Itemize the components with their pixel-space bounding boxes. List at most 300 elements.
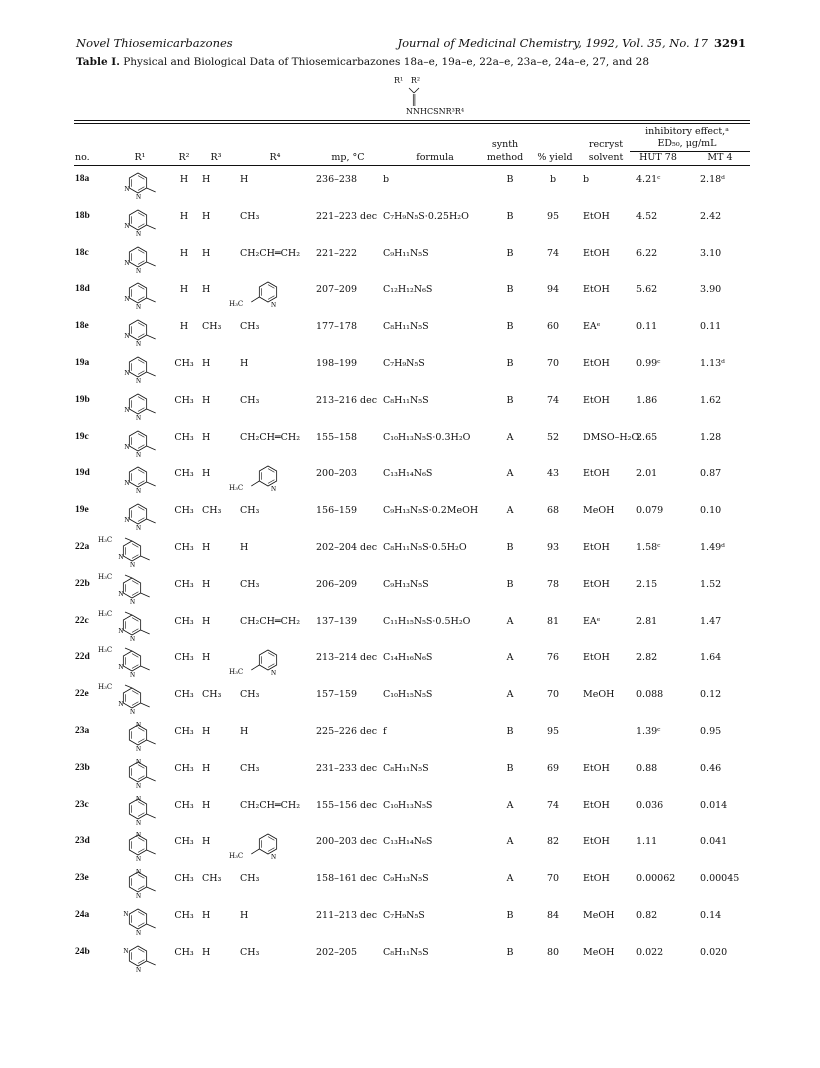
cell-no: 22c [75,615,89,626]
cell-yield: 80 [546,946,560,958]
cell-solvent: MeOH [583,689,615,701]
ring-atom-label: N [136,303,142,312]
cell-hut: 6.22 [636,247,658,259]
header-no: no. [75,152,90,163]
cell-r2: CH₃ [174,652,194,664]
cell-hut: 2.65 [636,431,658,443]
cell-method: B [506,394,514,406]
pyridazine-ring-icon [118,389,170,423]
cell-r2: CH₃ [174,358,194,369]
cell-mt: 0.020 [700,946,728,958]
cell-r4: CH₃ [240,946,260,958]
cell-r3: H [202,836,211,848]
cell-r2: CH₃ [174,468,194,480]
cell-method: B [506,910,514,921]
cell-mp: 155–156 dec [316,799,378,811]
cell-formula: C₉H₁₃N₅S·0.2MeOH [383,505,479,517]
cell-solvent: EtOH [583,873,610,885]
cell-method: A [506,615,514,627]
ring-methyl-label: H₃C [98,536,113,544]
pyrazine-ring-icon [118,757,170,791]
cell-method: B [506,542,514,553]
pyridyl-methyl-label: H₃C [229,484,244,493]
cell-mp: 221–223 dec [316,210,378,222]
ring-atom-label: N [124,369,130,377]
cell-formula: C₁₄H₁₆N₆S [383,652,433,664]
cell-yield: 84 [546,910,560,921]
cell-formula: C₈H₁₁N₅S [383,762,429,774]
header-inhib-1: inhibitory effect,ᵃ [645,126,729,137]
cell-mp: 206–209 [316,578,358,590]
cell-hut: 0.088 [636,689,664,701]
cell-method: B [506,247,514,259]
cell-solvent: EtOH [583,394,610,406]
cell-r3: H [202,174,211,185]
table-header-rule [74,165,750,166]
pyridyl-methyl-label: H₃C [229,668,244,677]
pyrimidine-ring-icon [118,941,170,975]
header-r3: R³ [210,152,222,163]
methylpyridazine-ring-icon [112,573,164,607]
cell-r3: H [202,946,211,958]
ring-atom-label: N [136,229,142,238]
cell-no: 22a [75,542,90,552]
cell-mp: 200–203 dec [316,836,378,848]
ring-atom-label: N [271,853,277,862]
cell-yield: 74 [546,247,560,259]
cell-formula: C₈H₁₁N₅S [383,394,429,406]
pyridazine-ring-icon [118,205,170,239]
pyrazine-ring-icon [118,794,170,828]
pyridazine-ring-icon [118,352,170,386]
cell-yield: 81 [546,615,560,627]
cell-solvent: MeOH [583,505,615,517]
general-structure [388,76,508,118]
ring-atom-label: N [124,516,130,525]
cell-solvent: EtOH [583,468,610,480]
cell-method: A [506,799,514,811]
cell-yield: 52 [546,431,560,443]
cell-formula: C₁₂H₁₂N₆S [383,284,433,296]
methylpyridazine-ring-icon [112,610,164,644]
ring-atom-label: N [136,855,142,864]
cell-r3: H [202,394,211,406]
cell-mp: 225–226 dec [316,726,378,737]
cell-mp: 221–222 [316,247,358,259]
cell-r4: CH₃ [240,762,260,774]
cell-r3: H [202,358,211,369]
cell-yield: 74 [546,799,560,811]
cell-solvent: EAᵉ [583,321,601,333]
cell-method: B [506,174,514,185]
cell-hut: 4.52 [636,210,658,222]
cell-mt: 3.90 [700,284,722,296]
cell-mt: 0.46 [700,762,722,774]
cell-mt: 1.64 [700,652,722,664]
ring-atom-label: N [136,266,142,275]
ring-atom-label: N [136,831,142,840]
cell-solvent: EtOH [583,652,610,664]
cell-r4: H [240,358,249,369]
table-caption [76,56,756,68]
ring-atom-label: N [271,485,277,494]
cell-no: 18b [75,210,90,221]
ring-methyl-label: H₃C [98,646,113,655]
cell-method: B [506,284,514,296]
cell-r3: CH₃ [202,505,222,517]
cell-mt: 3.10 [700,247,722,259]
cell-mt: 0.87 [700,468,722,480]
ring-atom-label: N [136,721,142,729]
cell-formula: C₈H₁₁N₅S [383,321,429,333]
cell-no: 23d [75,836,90,847]
pyridazine-ring-icon [118,462,170,496]
cell-r4: CH₃ [240,505,260,517]
header-hut: HUT 78 [639,152,677,163]
cell-r2: CH₃ [174,836,194,848]
cell-mt: 0.11 [700,321,722,333]
cell-formula: C₉H₁₁N₅S [383,247,429,259]
cell-r2: H [179,321,189,333]
ring-atom-label: N [124,405,130,414]
cell-hut: 1.11 [636,836,658,848]
cell-r2: CH₃ [174,726,194,737]
header-r2: R² [178,152,190,163]
cell-method: B [506,321,514,333]
ring-atom-label: N [124,295,130,304]
cell-no: 19d [75,468,90,479]
cell-solvent: EtOH [583,542,610,553]
pyridazine-ring-icon [118,426,170,460]
cell-r2: H [179,174,189,185]
cell-formula: C₇H₉N₅S [383,910,425,921]
cell-r2: CH₃ [174,799,194,811]
running-head-journal [397,36,746,50]
table-caption-text: Physical and Biological Data of Thiosemicarbazones 18a–e, 19a–e, 22a–e, 23a–e, 24a–e, 27, and 28 [123,56,649,68]
cell-solvent: EtOH [583,284,610,296]
cell-method: B [506,210,514,222]
cell-solvent: EtOH [583,358,610,369]
cell-mt: 2.42 [700,210,722,222]
cell-r3: H [202,910,211,921]
cell-r3: H [202,799,211,811]
cell-mt: 1.49ᵈ [700,542,725,553]
ring-atom-label: N [130,671,136,680]
cell-r3: H [202,542,211,553]
ring-atom-label: N [124,442,130,451]
cell-no: 23b [75,762,90,773]
ring-atom-label: N [136,450,142,459]
ring-atom-label: N [136,745,142,753]
ring-atom-label: N [124,221,130,230]
cell-hut: 2.82 [636,652,658,664]
header-r4: R⁴ [269,152,281,163]
header-r1: R¹ [134,152,146,163]
cell-mp: 137–139 [316,615,358,627]
cell-r2: CH₃ [174,762,194,774]
running-head-title: Novel Thiosemicarbazones [76,36,233,50]
cell-hut: 0.036 [636,799,664,811]
cell-no: 23c [75,799,89,810]
cell-r4: H [240,726,249,737]
cell-r4: H [240,174,249,185]
cell-r3: H [202,210,211,222]
cell-hut: 0.99ᶜ [636,358,661,369]
table-label: Table I. [76,56,120,68]
cell-solvent: EtOH [583,799,610,811]
ring-atom-label: N [136,965,142,974]
cell-no: 19e [75,505,89,516]
header-yield: % yield [537,152,573,163]
cell-formula: C₁₃H₁₄N₆S [383,468,433,480]
cell-yield: 68 [546,505,560,517]
cell-r3: H [202,615,211,627]
cell-hut: 0.82 [636,910,658,921]
cell-hut: 0.88 [636,762,658,774]
cell-hut: 1.39ᶜ [636,726,661,737]
cell-yield: 78 [546,578,560,590]
cell-r4: CH₂CH═CH₂ [240,799,300,811]
cell-yield: 70 [546,873,560,885]
pyridyl-methyl-label: H₃C [229,300,244,309]
ring-atom-label: N [136,794,142,803]
pyrazine-ring-icon [118,867,170,901]
cell-r2: H [179,247,189,259]
cell-r3: H [202,726,211,737]
ring-atom-label: N [136,781,142,790]
cell-formula: C₁₁H₁₅N₅S·0.5H₂O [383,615,471,627]
cell-yield: 74 [546,394,560,406]
cell-solvent: MeOH [583,910,615,921]
cell-mt: 0.14 [700,910,722,921]
pyridazine-ring-icon [118,315,170,349]
cell-r2: H [179,284,189,296]
cell-no: 23a [75,726,90,736]
cell-no: 23e [75,873,89,884]
cell-solvent: EtOH [583,762,610,774]
cell-solvent: DMSO–H₂O [583,431,640,443]
structure-top-label: R¹ R² [394,76,421,85]
cell-no: 18a [75,174,90,184]
cell-method: B [506,358,514,369]
cell-hut: 0.079 [636,505,664,517]
cell-yield: 82 [546,836,560,848]
ring-atom-label: N [124,258,130,267]
ring-atom-label: N [118,700,124,709]
cell-method: A [506,431,514,443]
page-number: 3291 [713,36,746,50]
ring-atom-label: N [130,597,136,606]
cell-mt: 1.62 [700,394,722,406]
cell-formula: C₈H₁₁N₅S [383,946,429,958]
cell-mt: 1.28 [700,431,722,443]
cell-yield: 95 [546,210,560,222]
cell-method: B [506,762,514,774]
ring-atom-label: N [118,553,124,561]
cell-no: 22b [75,578,90,589]
cell-mp: 157–159 [316,689,358,701]
cell-no: 24b [75,946,90,957]
ring-atom-label: N [136,377,142,385]
cell-formula: C₈H₁₁N₅S·0.5H₂O [383,542,467,553]
cell-r4: CH₃ [240,394,260,406]
cell-hut: 5.62 [636,284,658,296]
ring-atom-label: N [136,487,142,496]
cell-formula: C₉H₁₃N₅S [383,873,429,885]
cell-mp: 211–213 dec [316,910,378,921]
cell-mp: 213–216 dec [316,394,378,406]
cell-r3: CH₃ [202,873,222,885]
cell-mp: 207–209 [316,284,358,296]
cell-yield: 69 [546,762,560,774]
cell-no: 19a [75,358,90,368]
cell-method: B [506,578,514,590]
cell-formula: C₁₀H₁₃N₅S·0.3H₂O [383,431,471,443]
pyrazine-ring-icon [118,830,170,864]
cell-formula: C₁₃H₁₄N₆S [383,836,433,848]
ring-methyl-label: H₃C [98,609,113,618]
ring-atom-label: N [118,663,124,672]
ring-atom-label: N [136,524,142,533]
ring-atom-label: N [124,332,130,341]
methylpyridazine-ring-icon [112,683,164,717]
cell-r4: CH₃ [240,321,260,333]
cell-mt: 0.00045 [700,873,740,885]
ring-atom-label: N [136,818,142,827]
cell-r2: CH₃ [174,394,194,406]
header-recryst-1: recryst [588,139,624,150]
header-mt: MT 4 [707,152,733,163]
header-mp: mp, °C [331,152,365,163]
cell-mp: 200–203 [316,468,358,480]
cell-solvent: EAᵉ [583,615,601,627]
cell-r4: CH₃ [240,578,260,590]
cell-r2: CH₃ [174,689,194,701]
cell-method: A [506,652,514,664]
ring-atom-label: N [136,193,142,201]
cell-r2: CH₃ [174,505,194,517]
cell-r4: H [240,542,249,553]
table-top-rule-2 [74,123,750,124]
ring-atom-label: N [136,892,142,901]
cell-yield: 70 [546,689,560,701]
structure-bottom-label: NNHCSNR³R⁴ [406,107,465,116]
cell-mt: 0.10 [700,505,722,517]
methylpyridazine-ring-icon [112,536,164,570]
ring-atom-label: N [136,868,142,877]
cell-method: A [506,505,514,517]
cell-method: A [506,873,514,885]
cell-mp: 236–238 [316,174,358,185]
cell-formula: b [383,174,390,185]
cell-mp: 231–233 dec [316,762,378,774]
ring-atom-label: N [123,946,129,955]
cell-method: A [506,689,514,701]
cell-r3: H [202,284,211,296]
cell-formula: C₉H₁₃N₅S [383,578,429,590]
ring-methyl-label: H₃C [98,683,113,692]
cell-hut: 2.01 [636,468,658,480]
cell-r2: CH₃ [174,578,194,590]
cell-yield: 60 [546,321,560,333]
cell-mt: 1.13ᵈ [700,358,725,369]
cell-no: 22e [75,689,89,700]
ring-atom-label: N [271,669,277,678]
cell-r2: CH₃ [174,946,194,958]
cell-mp: 155–158 [316,431,358,443]
ring-atom-label: N [130,634,136,643]
cell-r4: CH₃ [240,873,260,885]
cell-yield: 76 [546,652,560,664]
ring-atom-label: N [136,929,142,937]
cell-mt: 1.47 [700,615,722,627]
cell-solvent: EtOH [583,836,610,848]
cell-r4: CH₂CH═CH₂ [240,615,300,627]
cell-r3: H [202,247,211,259]
cell-yield: b [549,174,557,185]
cell-r4: CH₃ [240,689,260,701]
cell-mt: 1.52 [700,578,722,590]
cell-r2: CH₃ [174,615,194,627]
ring-atom-label: N [136,340,142,349]
cell-formula: C₁₀H₁₃N₅S [383,799,433,811]
ring-atom-label: N [118,589,124,598]
cell-mt: 0.95 [700,726,722,737]
cell-method: B [506,946,514,958]
header-recryst-2: solvent [588,152,624,163]
cell-r4: H [240,910,249,921]
cell-r3: H [202,468,211,480]
cell-no: 18e [75,321,89,332]
cell-hut: 4.21ᶜ [636,174,661,185]
header-formula: formula [416,152,454,163]
cell-formula: C₁₀H₁₅N₅S [383,689,433,701]
journal-citation: Journal of Medicinal Chemistry, 1992, Vol. 35, No. 17 [397,36,708,50]
cell-r3: CH₃ [202,321,222,333]
ring-atom-label: N [130,708,136,717]
ring-atom-label: N [136,413,142,422]
ring-atom-label: N [271,301,277,310]
cell-solvent: EtOH [583,247,610,259]
cell-yield: 94 [546,284,560,296]
cell-no: 22d [75,652,90,663]
cell-solvent: EtOH [583,210,610,222]
cell-hut: 0.11 [636,321,658,333]
cell-r4: CH₂CH═CH₂ [240,431,300,443]
cell-mp: 202–204 dec [316,542,378,553]
cell-mp: 202–205 [316,946,358,958]
cell-mt: 0.014 [700,799,728,811]
cell-r3: H [202,762,211,774]
pyridazine-ring-icon [118,242,170,276]
cell-mp: 198–199 [316,358,358,369]
cell-hut: 1.58ᶜ [636,542,661,553]
cell-yield: 70 [546,358,560,369]
ring-atom-label: N [124,479,130,488]
cell-solvent: b [583,174,590,185]
cell-hut: 2.15 [636,578,658,590]
cell-mp: 156–159 [316,505,358,517]
cell-hut: 2.81 [636,615,658,627]
cell-mt: 2.18ᵈ [700,174,725,185]
cell-method: B [506,726,514,737]
cell-r2: H [179,210,189,222]
cell-r3: CH₃ [202,689,222,701]
cell-mp: 158–161 dec [316,873,378,885]
cell-formula: C₇H₉N₅S [383,358,425,369]
cell-formula: f [383,726,387,737]
ring-atom-label: N [118,626,124,635]
